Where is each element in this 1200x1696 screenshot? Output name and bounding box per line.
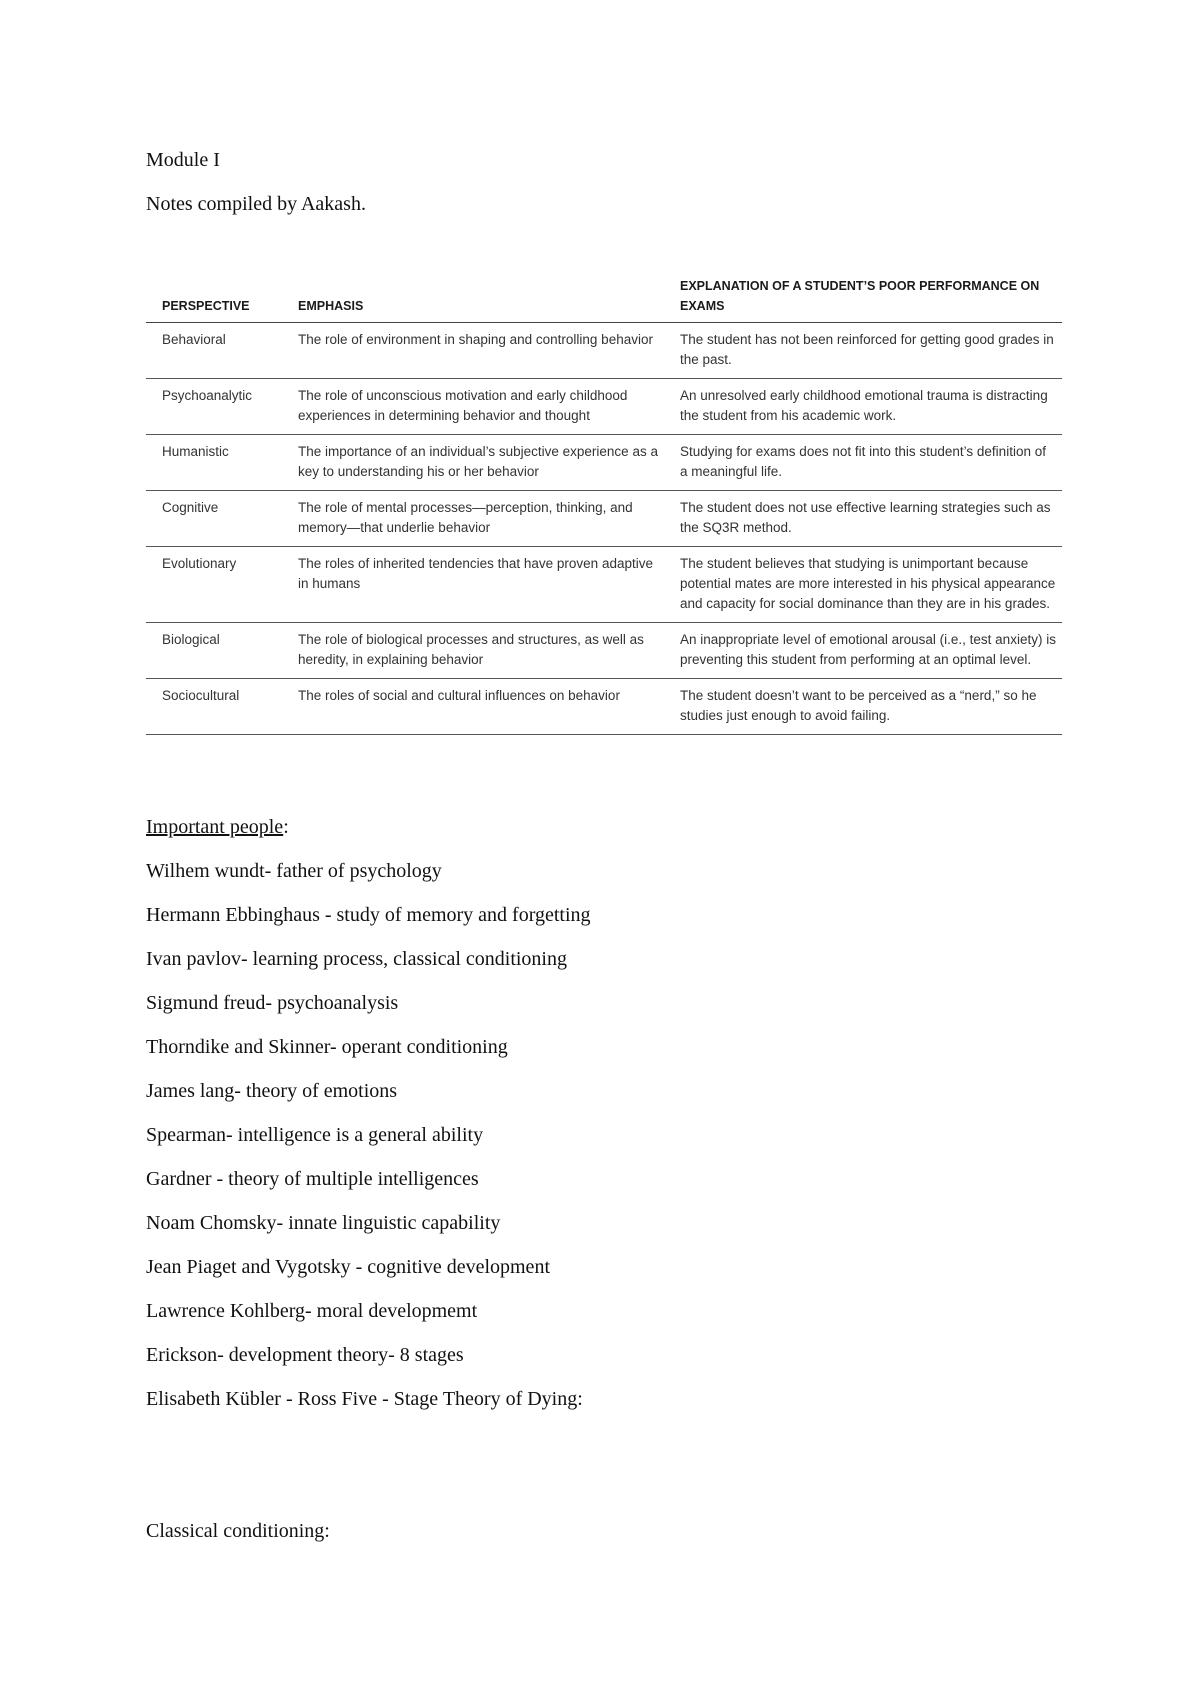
table-row xyxy=(146,379,1062,435)
list-item: Gardner - theory of multiple intelligences xyxy=(146,1168,479,1190)
cell-explanation: Studying for exams does not fit into this student’s definition of a meaningful life. xyxy=(664,435,1062,491)
list-item: Elisabeth Kübler - Ross Five - Stage Theory of Dying: xyxy=(146,1388,583,1410)
cell-perspective: Sociocultural xyxy=(146,679,282,735)
list-item: Hermann Ebbinghaus - study of memory and forgetting xyxy=(146,904,591,926)
header-perspective: PERSPECTIVE xyxy=(146,268,282,323)
important-people-heading-text: Important people xyxy=(146,816,284,838)
list-item: Jean Piaget and Vygotsky - cognitive development xyxy=(146,1256,550,1278)
list-item: Noam Chomsky- innate linguistic capability xyxy=(146,1212,501,1234)
cell-explanation: The student does not use effective learning strategies such as the SQ3R method. xyxy=(664,491,1062,547)
cell-explanation: An unresolved early childhood emotional trauma is distracting the student from his academic work. xyxy=(664,379,1062,435)
table-row xyxy=(146,547,1062,623)
notes-credit: Notes compiled by Aakash. xyxy=(146,193,366,215)
cell-emphasis: The importance of an individual’s subjective experience as a key to understanding his or her behavior xyxy=(282,435,664,491)
table-header-row xyxy=(146,268,1062,323)
table-row xyxy=(146,491,1062,547)
cell-explanation: The student believes that studying is unimportant because potential mates are more interested in his physical appearance and capacity for social dominance than they are in his grades. xyxy=(664,547,1062,623)
header-explanation: EXPLANATION OF A STUDENT’S POOR PERFORMANCE ON EXAMS xyxy=(664,268,1062,323)
cell-perspective: Humanistic xyxy=(146,435,282,491)
table-row xyxy=(146,679,1062,735)
table-row xyxy=(146,623,1062,679)
cell-explanation: The student has not been reinforced for getting good grades in the past. xyxy=(664,323,1062,379)
table-row xyxy=(146,323,1062,379)
cell-emphasis: The roles of social and cultural influences on behavior xyxy=(282,679,664,735)
cell-emphasis: The role of mental processes—perception, thinking, and memory—that underlie behavior xyxy=(282,491,664,547)
cell-explanation: The student doesn’t want to be perceived as a “nerd,” so he studies just enough to avoid failing. xyxy=(664,679,1062,735)
important-people-heading-colon: : xyxy=(283,816,289,838)
cell-emphasis: The roles of inherited tendencies that have proven adaptive in humans xyxy=(282,547,664,623)
cell-emphasis: The role of environment in shaping and controlling behavior xyxy=(282,323,664,379)
list-item: Erickson- development theory- 8 stages xyxy=(146,1344,464,1366)
table-row xyxy=(146,435,1062,491)
cell-perspective: Cognitive xyxy=(146,491,282,547)
list-item: James lang- theory of emotions xyxy=(146,1080,398,1102)
cell-emphasis: The role of biological processes and structures, as well as heredity, in explaining behavior xyxy=(282,623,664,679)
cell-perspective: Biological xyxy=(146,623,282,679)
cell-perspective: Evolutionary xyxy=(146,547,282,623)
list-item: Sigmund freud- psychoanalysis xyxy=(146,992,399,1014)
list-item: Thorndike and Skinner- operant conditioning xyxy=(146,1036,508,1058)
list-item: Wilhem wundt- father of psychology xyxy=(146,860,442,882)
cell-perspective: Psychoanalytic xyxy=(146,379,282,435)
cell-perspective: Behavioral xyxy=(146,323,282,379)
perspectives-table xyxy=(146,268,1062,735)
cell-emphasis: The role of unconscious motivation and early childhood experiences in determining behavior and thought xyxy=(282,379,664,435)
list-item: Ivan pavlov- learning process, classical conditioning xyxy=(146,948,567,970)
section-heading: Classical conditioning: xyxy=(146,1520,330,1542)
list-item: Lawrence Kohlberg- moral developmemt xyxy=(146,1300,478,1322)
important-people-heading xyxy=(146,815,289,839)
module-title: Module I xyxy=(146,149,220,171)
cell-explanation: An inappropriate level of emotional arousal (i.e., test anxiety) is preventing this student from performing at an optimal level. xyxy=(664,623,1062,679)
list-item: Spearman- intelligence is a general ability xyxy=(146,1124,484,1146)
header-emphasis: EMPHASIS xyxy=(282,268,664,323)
